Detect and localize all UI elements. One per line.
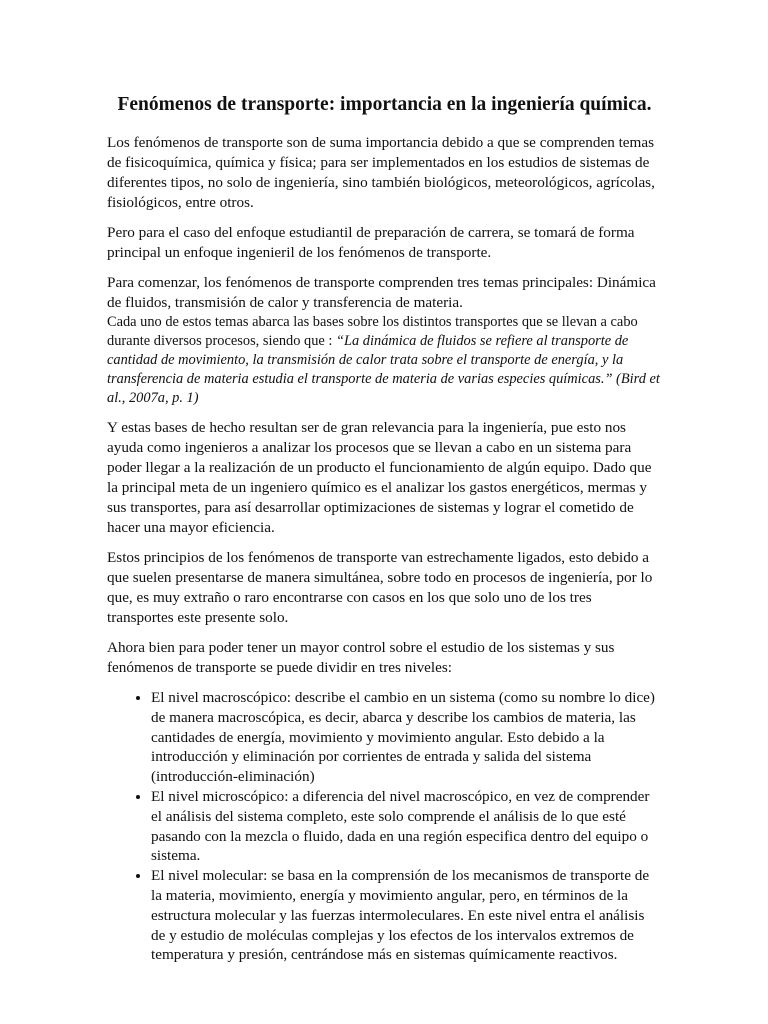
list-item-molecular: • El nivel molecular: se basa en la comprensión de los mecanismos de transporte de la materia, movimiento, energía y movimiento angular, pero, en términos de la estructura molecular y las fuerzas intermoleculares. En este nivel entra el análisis de y estudio de moléculas complejas y los efectos de los intervalos extremos de temperatura y presión, centrándose más en sistemas químicamente reactivos. bbox=[151, 866, 662, 965]
paragraph-bases bbox=[107, 313, 662, 408]
paragraph-intro: Los fenómenos de transporte son de suma importancia debido a que se comprenden temas de fisicoquímica, química y física; para ser implementados en los estudios de sistemas de diferentes tipos, no solo de ingeniería, sino también biológicos, meteorológicos, agrícolas, fisiológicos, entre otros. bbox=[107, 134, 655, 211]
bird-quote: “La dinámica de fluidos se refiere al transporte de cantidad de movimiento, la transmisión de calor trata sobre el transporte de energía, y la transferencia de materia estudia el transporte de materia de varias especies químicas.” (Bird et al., 2007a, p. 1) bbox=[107, 333, 660, 406]
list-item-microscopico: • El nivel microscópico: a diferencia del nivel macroscópico, en vez de comprender el análisis del sistema completo, este solo comprende el análisis de lo que esté pasando con la mezcla o fluido, dada en una región especifica dentro del equipo o sistema. bbox=[151, 787, 662, 866]
paragraph-niveles-intro: Ahora bien para poder tener un mayor control sobre el estudio de los sistemas y sus fenómenos de transporte se puede dividir en tres niveles: bbox=[107, 639, 615, 676]
list-item-macroscopico: • El nivel macroscópico: describe el cambio en un sistema (como su nombre lo dice) de manera macroscópica, es decir, abarca y describe los cambios de materia, las cantidades de energía, movimiento y movimiento angular. Esto debido a la introducción y eliminación por corrientes de entrada y salida del sistema (introducción-eliminación) bbox=[151, 688, 662, 787]
paragraph-relevancia: Y estas bases de hecho resultan ser de gran relevancia para la ingeniería, pue esto nos ayuda como ingenieros a analizar los procesos que se llevan a cabo en un sistema para poder llegar a la realización de un producto el funcionamiento de algún equipo. Dado que la principal meta de un ingeniero químico es el analizar los gastos energéticos, mermas y sus transportes, para así desarrollar optimizaciones de sistemas y lograr el cometido de hacer una mayor eficiencia. bbox=[107, 419, 652, 536]
paragraph-principios: Estos principios de los fenómenos de transporte van estrechamente ligados, esto debido a que suelen presentarse de manera simultánea, sobre todo en procesos de ingeniería, por lo que, es muy extraño o raro encontrarse con casos en los que solo uno de los tres transportes este presente solo. bbox=[107, 549, 653, 626]
levels-list bbox=[107, 688, 662, 965]
paragraph-enfoque: Pero para el caso del enfoque estudiantil de preparación de carrera, se tomará de forma principal un enfoque ingenieril de los fenómenos de transporte. bbox=[107, 224, 635, 261]
paragraph-temas: Para comenzar, los fenómenos de transporte comprenden tres temas principales: Dinámica de fluidos, transmisión de calor y transferencia de materia. bbox=[107, 274, 656, 311]
page-title: Fenómenos de transporte: importancia en la ingeniería química. bbox=[117, 94, 652, 115]
bases-lead-text: Cada uno de estos temas abarca las bases sobre los distintos transportes que se llevan a cabo durante diversos procesos, siendo que : bbox=[107, 314, 638, 349]
